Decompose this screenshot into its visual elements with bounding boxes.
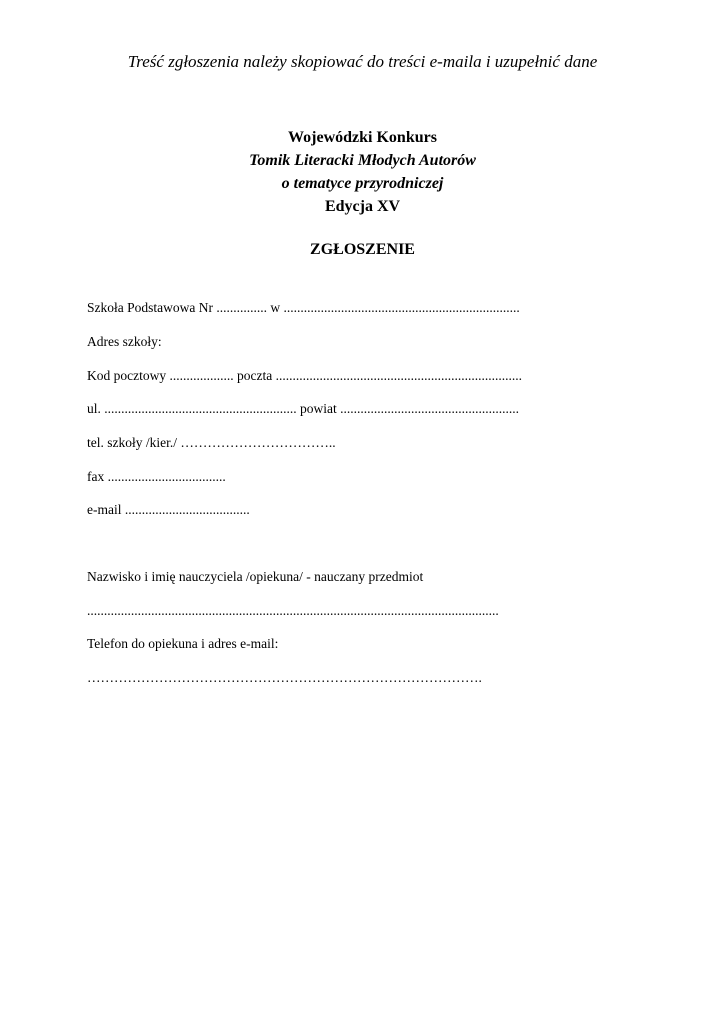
email-field: e-mail ..................................... [87, 502, 250, 517]
contest-theme: o tematyce przyrodniczej [281, 175, 444, 192]
form-title: ZGŁOSZENIE [310, 241, 415, 258]
school-phone-field: tel. szkoły /kier./ …………………………….. [87, 435, 336, 450]
school-address-label: Adres szkoły: [87, 334, 162, 349]
contact-label: Telefon do opiekuna i adres e-mail: [87, 636, 279, 651]
teacher-label: Nazwisko i imię nauczyciela /opiekuna/ - nauczany przedmiot [87, 569, 424, 584]
instruction-text: Treść zgłoszenia należy skopiować do treści e-maila i uzupełnić dane [127, 52, 598, 71]
postal-code-field: Kod pocztowy ................... poczta ......................................................................... [87, 368, 522, 383]
contest-edition: Edycja XV [324, 198, 401, 215]
contest-heading [0, 126, 725, 218]
contact-fill-line: ……………………………………………………………………………. [87, 670, 482, 685]
contest-subtitle: Tomik Literacki Młodych Autorów [249, 152, 476, 169]
contest-name: Wojewódzki Konkurs [288, 129, 437, 146]
street-field: ul. ......................................................... powiat ..................................................... [87, 401, 519, 416]
teacher-fill-line: .......................................................................................................................... [87, 603, 499, 618]
school-field: Szkoła Podstawowa Nr ............... w ...................................................................... [87, 300, 520, 315]
fax-field: fax ................................... [87, 469, 226, 484]
